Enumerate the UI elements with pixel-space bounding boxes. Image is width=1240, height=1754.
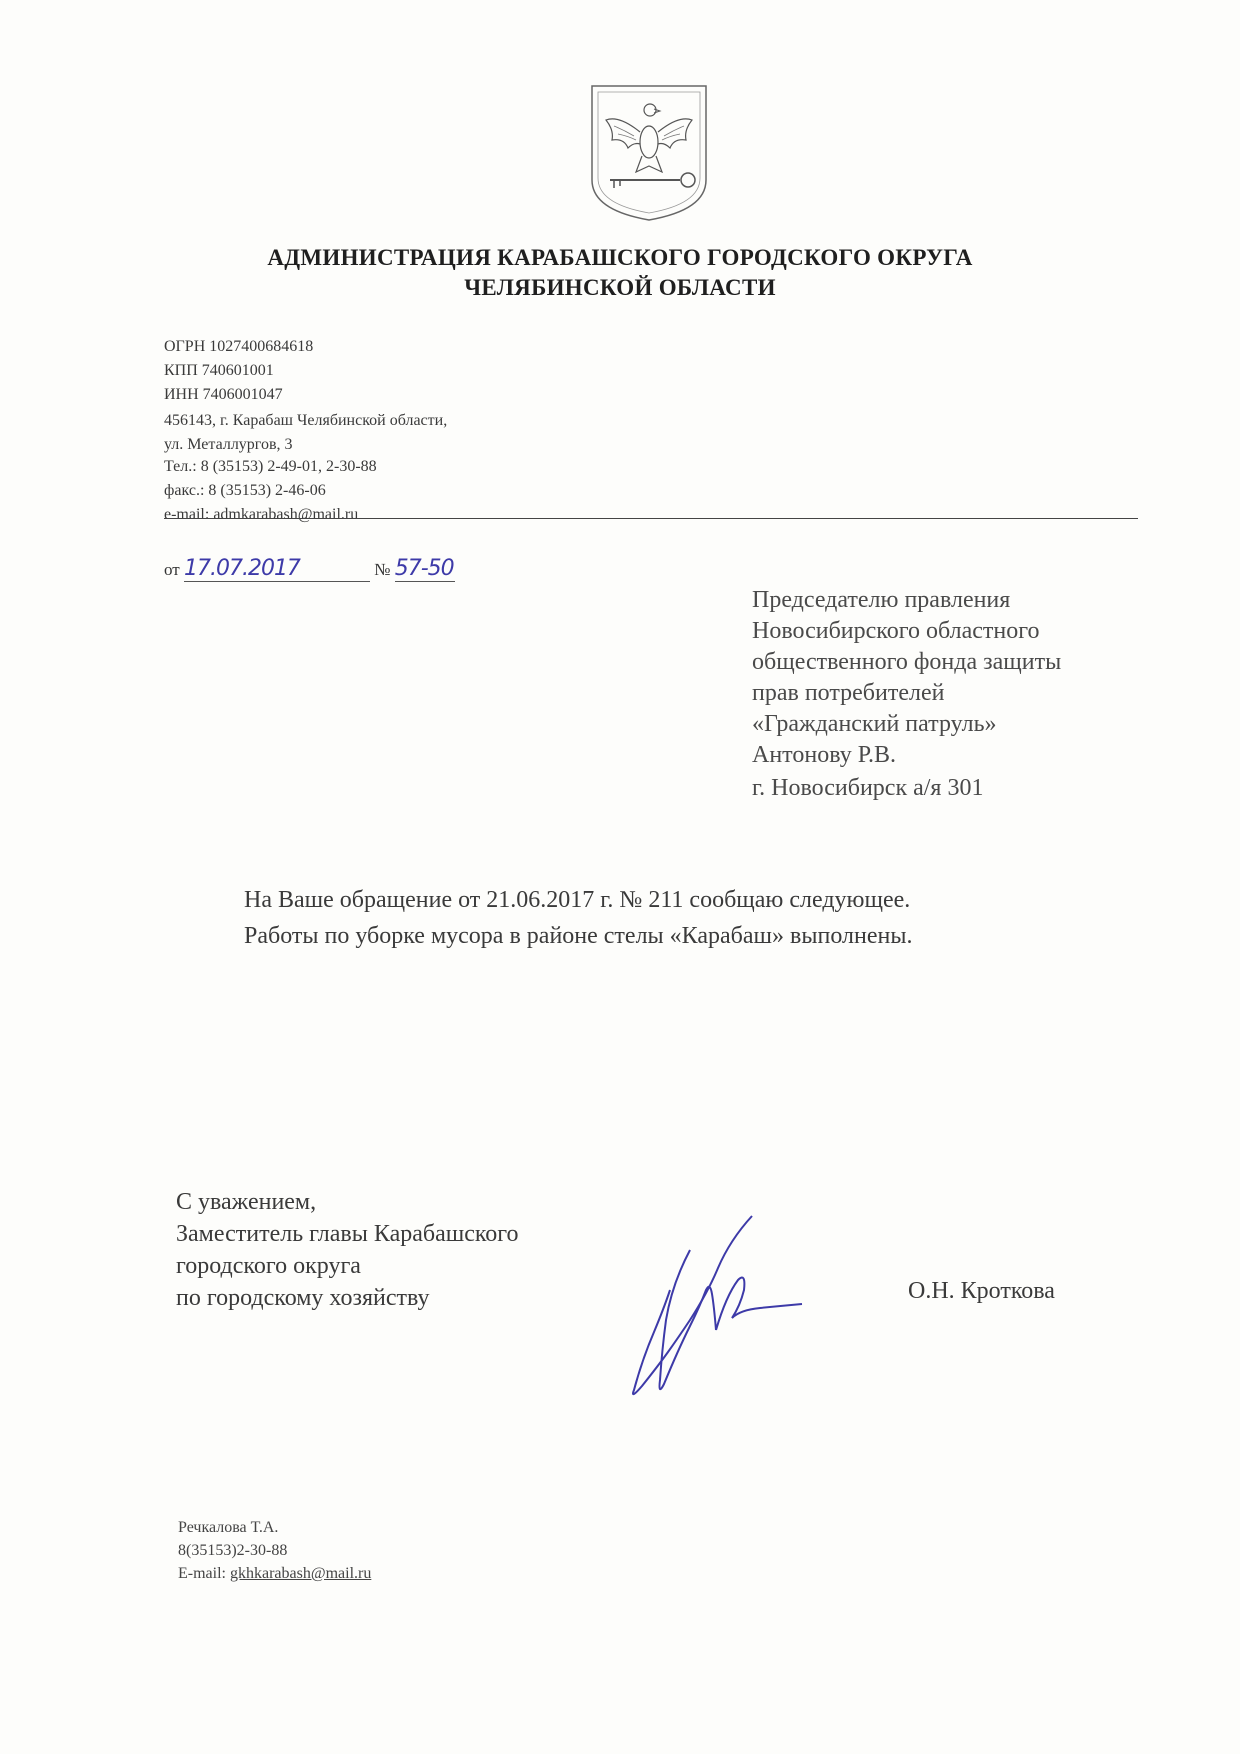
organization-name-line-1: АДМИНИСТРАЦИЯ КАРАБАШСКОГО ГОРОДСКОГО ОКРУГА <box>267 245 973 270</box>
number-field <box>395 556 455 582</box>
address-line-1: 456143, г. Карабаш Челябинской области, <box>164 412 448 429</box>
closing-greeting: С уважением, <box>176 1189 317 1215</box>
email-text: e-mail: admkarabash@mail.ru <box>164 506 359 523</box>
signer-name: О.Н. Кроткова <box>908 1278 1055 1304</box>
signer-position-line-1: Заместитель главы Карабашского <box>176 1221 519 1247</box>
inn-text: ИНН 7406001047 <box>164 386 283 403</box>
addressee-line-6: Антонову Р.В. <box>752 742 897 768</box>
executor-email-line <box>178 1562 371 1585</box>
body-line-2: Работы по уборке мусора в районе стелы «Карабаш» выполнены. <box>244 923 913 949</box>
handwritten-number: 57-50 <box>394 556 454 581</box>
number-label: № <box>374 560 391 579</box>
handwritten-signature <box>620 1210 820 1410</box>
addressee-line-2: Новосибирского областного <box>752 618 1040 644</box>
handwritten-date: 17.07.2017 <box>183 556 300 581</box>
registration-line <box>164 556 455 582</box>
signer-position-line-3: по городскому хозяйству <box>176 1285 430 1311</box>
ogrn-text: ОГРН 1027400684618 <box>164 338 314 355</box>
executor-email-link[interactable]: gkhkarabash@mail.ru <box>229 1565 372 1582</box>
address-line-2: ул. Металлургов, 3 <box>164 436 293 453</box>
kpp-text: КПП 740601001 <box>164 362 274 379</box>
executor-phone: 8(35153)2-30-88 <box>178 1542 288 1559</box>
phone-text: Тел.: 8 (35153) 2-49-01, 2-30-88 <box>164 458 377 475</box>
addressee-line-1: Председателю правления <box>752 587 1011 613</box>
addressee-line-4: прав потребителей <box>752 680 945 706</box>
executor-email-label: E-mail: <box>178 1565 230 1582</box>
addressee-line-3: общественного фонда защиты <box>752 649 1062 675</box>
coat-of-arms-emblem <box>584 80 714 225</box>
date-field <box>184 556 370 582</box>
organization-name-line-2: ЧЕЛЯБИНСКОЙ ОБЛАСТИ <box>464 275 776 300</box>
body-line-1: На Ваше обращение от 21.06.2017 г. № 211 сообщаю следующее. <box>244 887 911 913</box>
fax-text: факс.: 8 (35153) 2-46-06 <box>164 482 326 499</box>
executor-name: Речкалова Т.А. <box>178 1519 279 1536</box>
addressee-line-5: «Гражданский патруль» <box>752 711 997 737</box>
signer-position-line-2: городского округа <box>176 1253 361 1279</box>
header-divider <box>164 518 1138 519</box>
addressee-line-7: г. Новосибирск а/я 301 <box>752 775 984 801</box>
from-label: от <box>164 560 180 579</box>
